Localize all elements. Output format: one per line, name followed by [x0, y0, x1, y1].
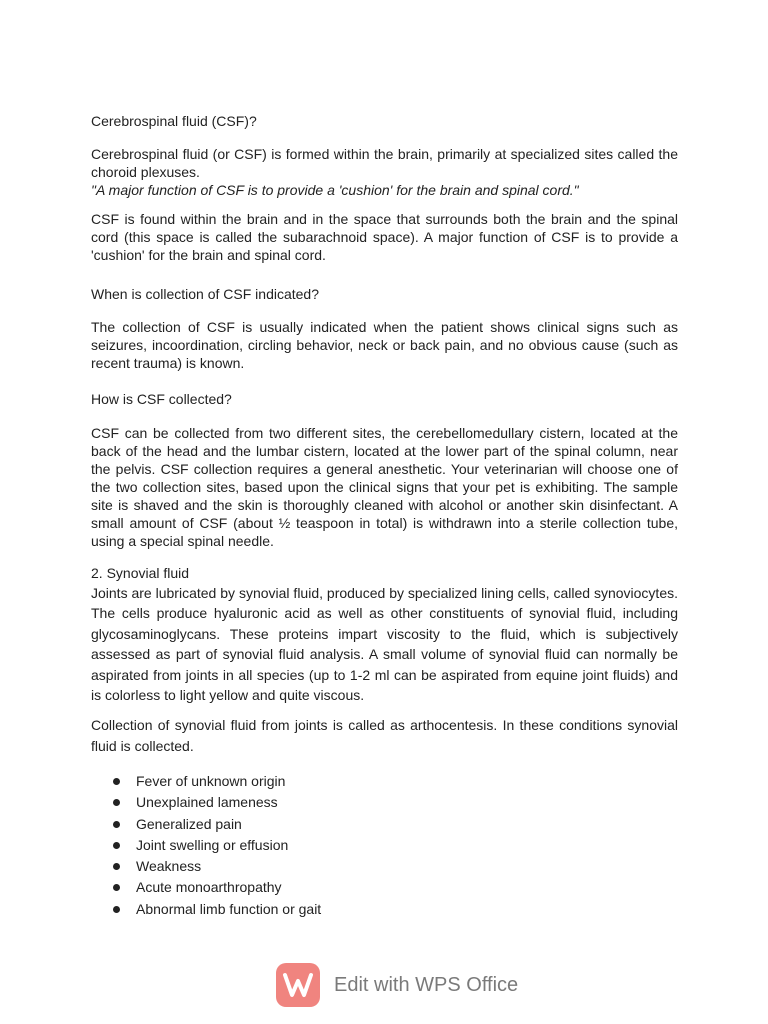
list-item — [91, 814, 321, 835]
list-item — [91, 771, 321, 792]
paragraph-csf-collection: CSF can be collected from two different sites, the cerebellomedullary cistern, located at the back of the head and the lumbar cistern, located at the lower part of the spinal column, near the pelvis. CSF collection requires a general anesthetic. Your veterinarian will choose one of the two collection sites, based upon the clinical signs that your pet is exhibiting. The sample site is shaved and the skin is thoroughly cleaned with alcohol or another skin disinfectant. A small amount of CSF (about ½ teaspoon in total) is withdrawn into a sterile collection tube, using a special spinal needle. — [91, 425, 678, 549]
section-title-csf-indication: When is collection of CSF indicated? — [91, 286, 319, 302]
list-item — [91, 835, 321, 856]
wps-logo-icon — [276, 963, 320, 1007]
quote-csf-function: "A major function of CSF is to provide a 'cushion' for the brain and spinal cord." — [91, 182, 579, 198]
section-title-synovial-fluid: 2. Synovial fluid — [91, 565, 190, 581]
bullet-icon — [113, 884, 120, 891]
wps-watermark[interactable] — [276, 962, 518, 1008]
bullet-icon — [113, 778, 120, 785]
section-title-csf-collection: How is CSF collected? — [91, 391, 232, 407]
bullet-icon — [113, 799, 120, 806]
section-title-csf: Cerebrospinal fluid (CSF)? — [91, 113, 257, 129]
list-item — [91, 899, 321, 920]
list-item-text: Unexplained lameness — [136, 794, 278, 811]
list-item-text: Abnormal limb function or gait — [136, 900, 322, 917]
list-item — [91, 877, 321, 898]
paragraph-csf-location: CSF is found within the brain and in the space that surrounds both the brain and the spinal cord (this space is called the subarachnoid space). A major function of CSF is to provide a 'cushion' for the brain and spinal cord. — [91, 211, 678, 263]
bullet-icon — [113, 863, 120, 870]
list-item-text: Joint swelling or effusion — [136, 836, 289, 853]
wps-watermark-text: Edit with WPS Office — [334, 973, 519, 996]
bullet-icon — [113, 906, 120, 913]
paragraph-arthrocentesis: Collection of synovial fluid from joints is called as arthocentesis. In these conditions synovial fluid is collected. — [91, 717, 678, 754]
bullet-icon — [113, 821, 120, 828]
wps-w-glyph-icon — [282, 971, 314, 999]
list-item — [91, 856, 321, 877]
paragraph-synovial-fluid: Joints are lubricated by synovial fluid, produced by specialized lining cells, called synoviocytes. The cells produce hyaluronic acid as well as other constituents of synovial fluid, including glycosaminoglycans. These proteins impart viscosity to the fluid, which is subjectively assessed as part of synovial fluid analysis. A small volume of synovial fluid can normally be aspirated from joints in all species (up to 1-2 ml can be aspirated from equine joint fluids) and is colorless to light yellow and quite viscous. — [91, 585, 678, 704]
paragraph-csf-indication: The collection of CSF is usually indicated when the patient shows clinical signs such as seizures, incoordination, circling behavior, neck or back pain, and no obvious cause (such as recent trauma) is known. — [91, 319, 678, 371]
list-item-text: Weakness — [136, 858, 202, 875]
list-item — [91, 792, 321, 813]
list-item-text: Fever of unknown origin — [136, 773, 286, 789]
list-item-text: Generalized pain — [136, 815, 242, 832]
list-item-text: Acute monoarthropathy — [136, 879, 282, 896]
indications-list — [91, 771, 321, 920]
paragraph-csf-formation: Cerebrospinal fluid (or CSF) is formed within the brain, primarily at specialized sites called the choroid plexuses. — [91, 146, 678, 180]
bullet-icon — [113, 842, 120, 849]
